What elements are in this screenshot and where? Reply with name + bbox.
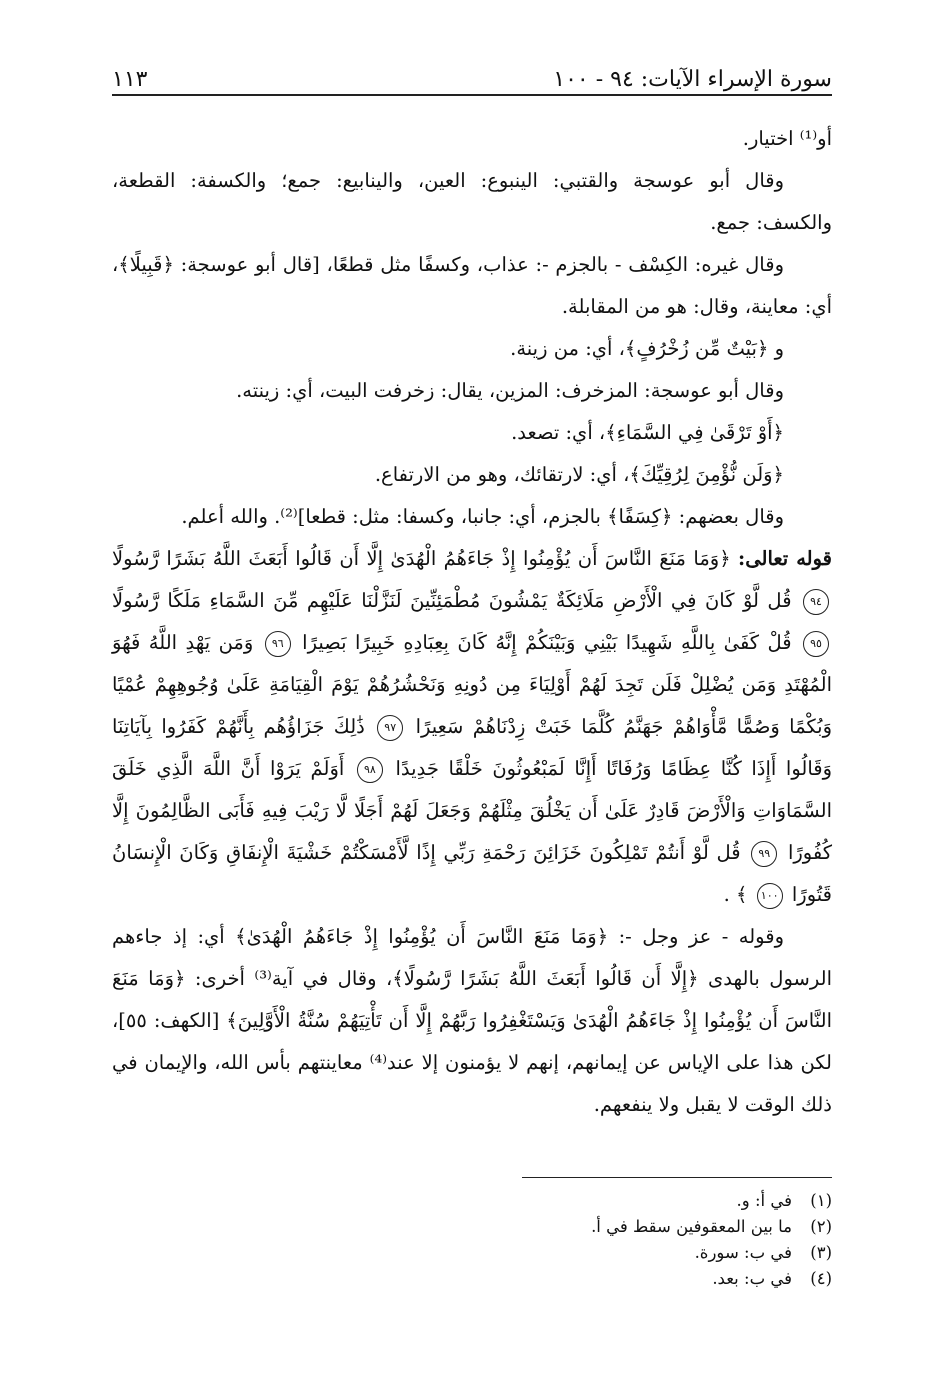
page-body xyxy=(112,118,832,1126)
footnote-number: (٤) xyxy=(810,1269,832,1288)
footnote-number: (٢) xyxy=(810,1217,832,1236)
verse-96: قُلْ كَفَىٰ بِاللَّهِ شَهِيدًا بَيْنِي وَبَيْنَكُمْ إِنَّهُ كَانَ بِعِبَادِهِ خَبِيرًا بَصِيرًا xyxy=(302,631,792,654)
running-header xyxy=(112,58,832,96)
footnote-text: في ب: سورة. xyxy=(694,1243,792,1262)
verse-100: قُل لَّوْ أَنتُمْ تَمْلِكُونَ خَزَائِنَ رَحْمَةِ رَبِّي إِذًا لَّأَمْسَكْتُمْ خَشْيَةَ الْإِنفَاقِ وَكَانَ الْإِنسَانُ قَتُورًا xyxy=(112,841,832,906)
footnote-item xyxy=(112,1266,832,1292)
footnotes xyxy=(112,1188,832,1292)
footnote-item xyxy=(112,1188,832,1214)
paragraph-8: وقال بعضهم: ﴿كِسَفًا﴾ بالجزم، أي: جانبا، وكسفا: مثل: قطعا]⁽²⁾. والله أعلم. xyxy=(181,505,784,528)
footnote-number: (٣) xyxy=(810,1243,832,1262)
footnote-item xyxy=(112,1240,832,1266)
verse-98: ذَٰلِكَ جَزَاؤُهُم بِأَنَّهُمْ كَفَرُوا بِآيَاتِنَا وَقَالُوا أَإِذَا كُنَّا عِظَامًا وَرُفَاتًا أَإِنَّا لَمَبْعُوثُونَ خَلْقًا جَدِيدًا xyxy=(112,715,833,780)
footnote-text: في ب: بعد. xyxy=(712,1269,792,1288)
verse-97: وَمَن يَهْدِ اللَّهُ فَهُوَ الْمُهْتَدِ وَمَن يُضْلِلْ فَلَن تَجِدَ لَهُمْ أَوْلِيَاءَ مِن دُونِهِ وَنَحْشُرُهُمْ يَوْمَ الْقِيَامَةِ عَلَىٰ وُجُوهِهِمْ عُمْيًا وَبُكْمًا وَصُمًّا مَّأْوَاهُمْ جَهَنَّمُ كُلَّمَا خَبَتْ زِدْنَاهُمْ سَعِيرًا xyxy=(112,631,833,738)
ayah-number-icon: ٩٥ xyxy=(803,631,829,657)
paragraph-2: وقال أبو عوسجة والقتبي: الينبوع: العين، والينابيع: جمع؛ والكسفة: القطعة، والكسف: جمع. xyxy=(112,169,832,234)
page-number: ١١٣ xyxy=(112,67,148,92)
ayah-number-icon: ٩٩ xyxy=(751,841,777,867)
paragraph-3: وقال غيره: الكِسْف - بالجزم -: عذاب، وكسفًا مثل قطعًا، [قال أبو عوسجة: ﴿قَبِيلًا﴾، أي: معاينة، وقال: هو من المقابلة. xyxy=(112,253,832,318)
footnote-item xyxy=(112,1214,832,1240)
ayah-number-icon: ٩٦ xyxy=(265,631,291,657)
verse-94: ﴿وَمَا مَنَعَ النَّاسَ أَن يُؤْمِنُوا إِذْ جَاءَهُمُ الْهُدَىٰ إِلَّا أَن قَالُوا أَبَعَثَ اللَّهُ بَشَرًا رَّسُولًا xyxy=(112,547,731,570)
commentary-paragraph: وقوله - عز وجل -: ﴿وَمَا مَنَعَ النَّاسَ أَن يُؤْمِنُوا إِذْ جَاءَهُمُ الْهُدَىٰ﴾ أي: إذ جاءهم الرسول بالهدى ﴿إِلَّا أَن قَالُوا أَبَعَثَ اللَّهُ بَشَرًا رَّسُولًا﴾، وقال في آية⁽³⁾ أخرى: ﴿وَمَا مَنَعَ النَّاسَ أَن يُؤْمِنُوا إِذْ جَاءَهُمُ الْهُدَىٰ وَيَسْتَغْفِرُوا رَبَّهُمْ إِلَّا أَن تَأْتِيَهُمْ سُنَّةُ الْأَوَّلِينَ﴾ [الكهف: ٥٥]، لكن هذا على الإياس عن إيمانهم، إنهم لا يؤمنون إلا عند⁽⁴⁾ معاينتهم بأس الله، والإيمان في ذلك الوقت لا يقبل ولا ينفعهم. xyxy=(112,925,833,1116)
verse-closing: ﴾ . xyxy=(723,883,748,906)
paragraph-6: ﴿أَوْ تَرْقَىٰ فِي السَّمَاءِ﴾، أي: تصعد. xyxy=(511,421,784,444)
verse-lead: قوله تعالى: xyxy=(738,547,833,570)
header-title: سورة الإسراء الآيات: ٩٤ - ١٠٠ xyxy=(553,67,832,92)
paragraph-5: وقال أبو عوسجة: المزخرف: المزين، يقال: زخرفت البيت، أي: زينته. xyxy=(236,379,784,402)
paragraph-4: و ﴿بَيْتٌ مِّن زُخْرُفٍ﴾، أي: من زينة. xyxy=(510,337,784,360)
footnote-divider xyxy=(522,1177,832,1178)
verse-99: أَوَلَمْ يَرَوْا أَنَّ اللَّهَ الَّذِي خَلَقَ السَّمَاوَاتِ وَالْأَرْضَ قَادِرٌ عَلَىٰ أَن يَخْلُقَ مِثْلَهُمْ وَجَعَلَ لَهُمْ أَجَلًا لَّا رَيْبَ فِيهِ فَأَبَى الظَّالِمُونَ إِلَّا كُفُورًا xyxy=(112,757,832,864)
ayah-number-icon: ١٠٠ xyxy=(757,883,783,909)
paragraph-7: ﴿وَلَن نُّؤْمِنَ لِرُقِيِّكَ﴾، أي: لارتقائك، وهو من الارتفاع. xyxy=(374,463,784,486)
footnote-text: في أ: و. xyxy=(736,1191,792,1210)
paragraph-1: أو⁽¹⁾ اختيار. xyxy=(742,127,832,150)
verse-95: قُل لَّوْ كَانَ فِي الْأَرْضِ مَلَائِكَةٌ يَمْشُونَ مُطْمَئِنِّينَ لَنَزَّلْنَا عَلَيْهِم مِّنَ السَّمَاءِ مَلَكًا رَّسُولًا xyxy=(112,589,792,612)
ayah-number-icon: ٩٧ xyxy=(377,715,403,741)
ayah-number-icon: ٩٤ xyxy=(803,589,829,615)
ayah-number-icon: ٩٨ xyxy=(357,757,383,783)
quran-verse-block xyxy=(112,538,832,916)
footnote-text: ما بين المعقوفين سقط في أ. xyxy=(591,1217,792,1236)
footnote-number: (١) xyxy=(810,1191,832,1210)
